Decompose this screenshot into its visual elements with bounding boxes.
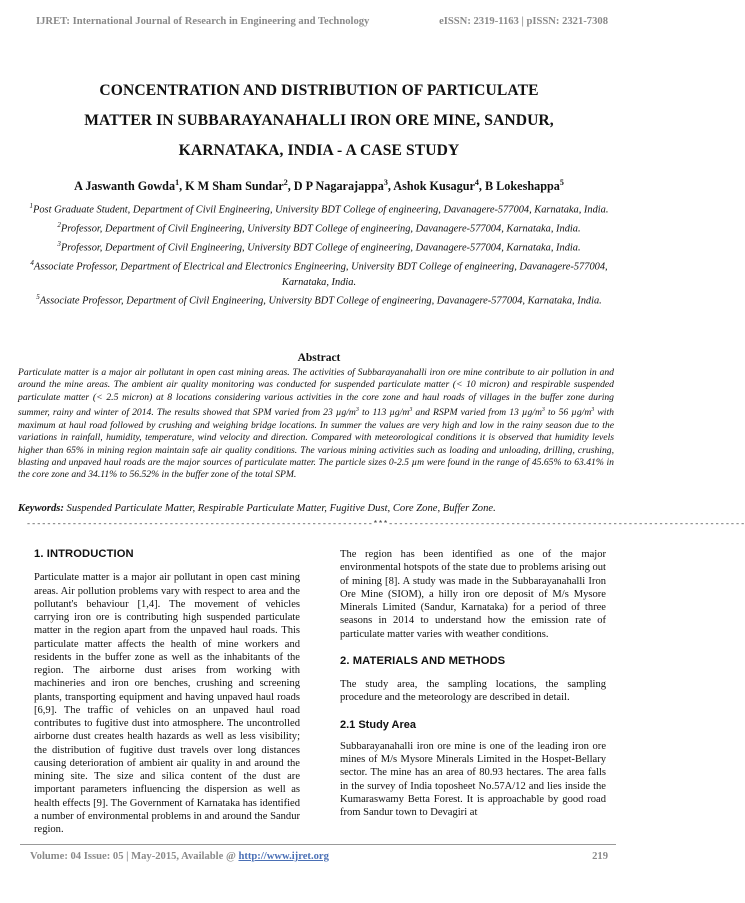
affiliation-text: Professor, Department of Civil Engineering, University BDT College of engineering, Davanagere-577004, Karnataka, India. bbox=[60, 242, 581, 254]
section-heading-introduction: 1. INTRODUCTION bbox=[34, 548, 134, 560]
affiliation-text: Associate Professor, Department of Civil Engineering, University BDT College of engineering, Davanagere-577004, Karnataka, India. bbox=[39, 295, 602, 307]
author-sup: 3 bbox=[383, 178, 388, 187]
keywords-text: Suspended Particulate Matter, Respirable Particulate Matter, Fugitive Dust, Core Zone, Buffer Zone. bbox=[63, 503, 496, 514]
author-sup: 5 bbox=[559, 178, 564, 187]
unit-sup: 3 bbox=[355, 407, 359, 414]
running-footer bbox=[30, 851, 608, 867]
issn: eISSN: 2319-1163 | pISSN: 2321-7308 bbox=[439, 16, 608, 27]
author-sup: 4 bbox=[474, 178, 479, 187]
affiliation bbox=[28, 256, 610, 290]
unit-sup: 3 bbox=[591, 407, 595, 414]
affiliation-sup: 2 bbox=[57, 220, 61, 229]
volume-info bbox=[30, 851, 329, 862]
volume-text: Volume: 04 Issue: 05 | May-2015, Available @ bbox=[30, 851, 239, 862]
abstract-text: to 56 µg/m bbox=[544, 407, 592, 419]
section-separator: --------------------------------------------------------------------***---------------------------------------------------------------------- bbox=[26, 519, 745, 529]
author-name: B Lokeshappa bbox=[485, 179, 560, 194]
affiliation bbox=[28, 199, 610, 218]
affiliation-sup: 5 bbox=[36, 292, 40, 301]
left-column bbox=[34, 548, 300, 850]
journal-name: IJRET: International Journal of Research in Engineering and Technology bbox=[36, 16, 370, 27]
introduction-paragraph: Particulate matter is a major air pollutant in open cast mining areas. Air pollution problems vary with respect to area and the pollutant's behaviour [1,4]. The movement of vehicles carrying iron ore is contributing high suspended particulate matter in the region apart from the unpaved haul roads. This particulate matter affects the health of mine workers and residents in the buffer zone as well as the inhabitants of the region. The airborne dust arises from working with machineries and iron ore benches, crushing and screening plants, transporting equipment and having unpaved haul roads [6,9]. The traffic of vehicles on an unpaved haul road contributes to fugitive dust into atmosphere. The uncontrolled airborne dust creates health hazards as well as less visibility; the distribution of fugitive dust travels over long distances causing deterioration of ambient air quality in and around the mining site. The size and silica content of the dust are important parameters influencing the dispersion as well as health effects [9]. The Government of Karnataka has identified a number of environmental problems in and around the Sandur region. bbox=[34, 572, 300, 835]
keywords bbox=[18, 503, 614, 514]
abstract-text: to 113 µg/m bbox=[358, 407, 410, 419]
abstract-heading: Abstract bbox=[297, 352, 341, 364]
page-number: 219 bbox=[592, 851, 608, 862]
author-name: K M Sham Sundar bbox=[185, 179, 284, 194]
affiliation-text: Post Graduate Student, Department of Civil Engineering, University BDT College of engineering, Davanagere-577004, Karnataka, India. bbox=[33, 204, 609, 216]
affiliation bbox=[28, 237, 610, 256]
abstract-text: Particulate matter is a major air pollutant in open cast mining areas. The activities of Subbarayanahalli iron ore mine contribute to air pollution in and around the mine areas. The ambient air quality monitoring was conducted for suspended particulate matter (< 10 micron) and respirable suspended particulate matter (< 2.5 micron) at 8 locations considering various activities in the core zone and haul roads of villages in the buffer zone during summer, rainy and winter of 2014. The results showed that SPM varied from 23 µg/m bbox=[18, 367, 614, 419]
keywords-label: Keywords: bbox=[18, 503, 64, 514]
author-sup: 1 bbox=[175, 178, 180, 187]
footer-rule bbox=[20, 844, 616, 845]
author-name: A Jaswanth Gowda bbox=[74, 179, 176, 194]
affiliation bbox=[28, 290, 610, 309]
abstract-text: with maximum at haul road followed by crushing and weighing bridge locations. In summer the values are very high and low in the rainy season due to the variations in rainfall, humidity, temperature, wind velocity and direction. Compared with meteorological conditions it is observed that humidity levels higher than 65% in mining region maintain safe air quality conditions. The various mining activities such as loading and unloading, drilling, crushing, blasting and unpaved haul roads are the major sources of particulate matter. The particle sizes 0-2.5 µm were found in the range of 45.65% to 63.41% in the core zone and 34.11% to 56.52% in the buffer zone of the total SPM. bbox=[18, 407, 614, 481]
title-line: CONCENTRATION AND DISTRIBUTION OF PARTICULATE bbox=[99, 82, 539, 99]
introduction-continued: The region has been identified as one of the major environmental hotspots of the state due to problems arising out of mining [8]. A study was made in the Subbarayanahalli Iron Ore Mine (SIOM), a hilly iron ore deposit of M/s Mysore Minerals Limited (Sandur, Karnataka) for a period of three seasons in 2014 to understand how the emission rate of particulate matter varies with weather conditions. bbox=[340, 549, 606, 640]
right-column bbox=[340, 548, 606, 833]
author-name: Ashok Kusagur bbox=[393, 179, 475, 194]
affiliation-sup: 3 bbox=[57, 239, 61, 248]
affiliation-list bbox=[28, 199, 610, 309]
title-line: KARNATAKA, INDIA - A CASE STUDY bbox=[178, 142, 460, 159]
abstract-body bbox=[18, 367, 614, 482]
study-area-paragraph: Subbarayanahalli iron ore mine is one of the leading iron ore mines of M/s Mysore Minerals Limited in the Hospet-Bellary sector. The mine has an area of 80.93 hectares. The area falls in the survey of India toposheet No.57A/12 and lies inside the Kumaraswamy Betta Forest. It is approachable by good road from Sandur town to Devagiri at bbox=[340, 740, 606, 818]
unit-sup: 3 bbox=[541, 407, 545, 414]
running-header bbox=[30, 16, 608, 36]
unit-sup: 3 bbox=[409, 407, 413, 414]
section-heading-materials-methods: 2. MATERIALS AND METHODS bbox=[340, 654, 506, 667]
journal-link[interactable]: http://www.ijret.org bbox=[238, 851, 329, 862]
author-list: A Jaswanth Gowda$^1$, K M Sham Sundar$^2$, D P Nagarajappa$^3$, Ashok Kusagur$^4$, B Lokeshappa$^5$ bbox=[74, 178, 564, 194]
paper-title bbox=[40, 76, 598, 166]
affiliation-sup: 4 bbox=[30, 258, 34, 267]
author-name: D P Nagarajappa bbox=[293, 179, 384, 194]
affiliation-text: Associate Professor, Department of Electrical and Electronics Engineering, University BDT College of engineering, Davanagere-577004, Karnataka, India. bbox=[33, 261, 608, 288]
abstract-text: and RSPM varied from 13 µg/m bbox=[412, 407, 542, 419]
title-line: MATTER IN SUBBARAYANAHALLI IRON ORE MINE, SANDUR, bbox=[84, 112, 554, 129]
affiliation bbox=[28, 218, 610, 237]
affiliation-text: Professor, Department of Civil Engineering, University BDT College of engineering, Davanagere-577004, Karnataka, India. bbox=[60, 223, 581, 235]
materials-methods-paragraph: The study area, the sampling locations, the sampling procedure and the meteorology are described in detail. bbox=[340, 679, 606, 704]
author-sup: 2 bbox=[283, 178, 288, 187]
affiliation-sup: 1 bbox=[29, 202, 34, 210]
subsection-heading-study-area: 2.1 Study Area bbox=[340, 718, 417, 731]
